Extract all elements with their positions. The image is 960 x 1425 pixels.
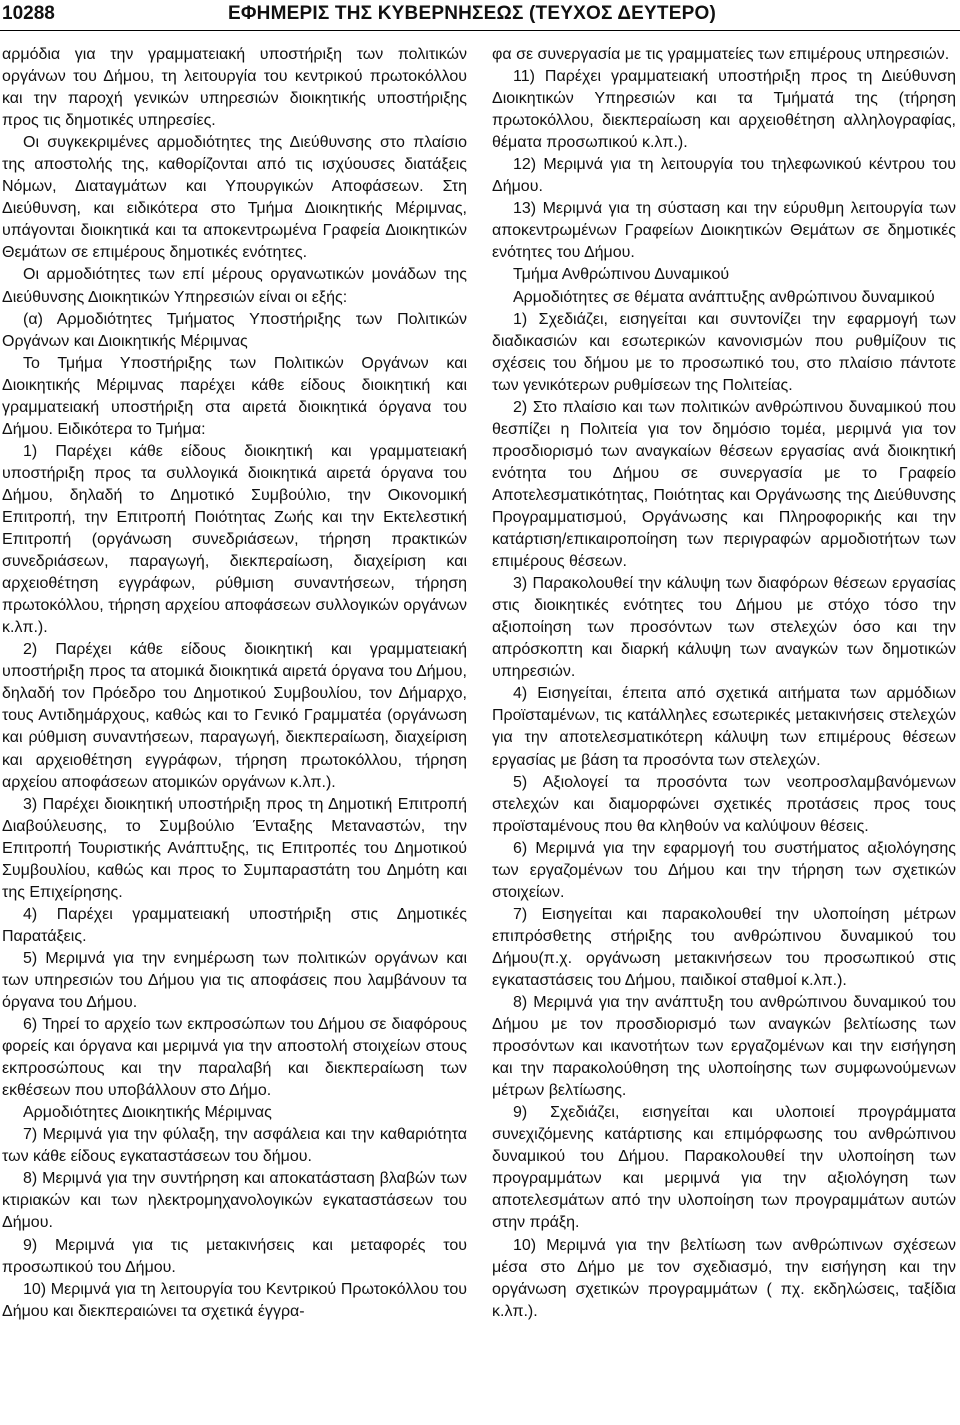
list-item: 6) Μεριμνά για την εφαρμογή του συστήματος αξιολόγησης των εργαζομένων του Δήμου και την τήρηση των σχετικών στοιχείων.	[492, 839, 956, 901]
section-heading: Αρμοδιότητες Διοικητικής Μέριμνας	[23, 1104, 272, 1122]
list-item: 9) Μεριμνά για τις μετακινήσεις και μεταφορές του προσωπικού του Δήμου.	[2, 1236, 467, 1276]
list-item: 7) Μεριμνά για την φύλαξη, την ασφάλεια και την καθαριότητα των κάθε είδους εγκαταστάσεων του δήμου.	[2, 1126, 467, 1166]
paragraph: αρμόδια για την γραμματειακή υποστήριξη των πολιτικών οργάνων του Δήμου, τη λειτουργία του κεντρικού πρωτοκόλλου και την παροχή γενικών υπηρεσιών διοικητικής υποστήριξης προς τις δημοτικές υπηρεσίες.	[2, 46, 467, 130]
list-item: 12) Μεριμνά για τη λειτουργία του τηλεφωνικού κέντρου του Δήμου.	[492, 156, 956, 196]
right-column	[492, 44, 956, 1323]
list-item: 9) Σχεδιάζει, εισηγείται και υλοποιεί προγράμματα συνεχιζόμενης κατάρτισης και επιμόρφωσης του ανθρώπινου δυναμικού του Δήμου. Παρακολουθεί την υλοποίηση των προγραμμάτων και μεριμνά για την αξιολόγηση των αποτελεσμάτων από την υλοποίηση των προγραμμάτων αυτών στην πράξη.	[492, 1104, 956, 1232]
list-item: 10) Μεριμνά για την βελτίωση των ανθρώπινων σχέσεων μέσα στο Δήμο με τον σχεδιασμό, την εισήγηση και την οργάνωση σχετικών προγραμμάτων ( πχ. εκδηλώσεις, ταξίδια κ.λπ.).	[492, 1236, 956, 1320]
header-divider	[0, 30, 960, 31]
list-item: 1) Σχεδιάζει, εισηγείται και συντονίζει την εφαρμογή των διαδικασιών και εσωτερικών κανονισμών που ρυθμίζουν τις σχέσεις του δήμου με το προσωπικό του, στο πλαίσιο πάντοτε των γενικότερων ρυθμίσεων της Πολιτείας.	[492, 310, 956, 394]
list-item: 3) Παρακολουθεί την κάλυψη των διαφόρων θέσεων εργασίας στις διοικητικές ενότητες του Δήμου με στόχο τόσο την αξιοποίηση των προσόντων των στελεχών όσο και την απρόσκοπτη και διαρκή κάλυψη των αναγκών των δημοτικών υπηρεσιών.	[492, 575, 956, 681]
paragraph: Οι αρμοδιότητες των επί μέρους οργανωτικών μονάδων της Διεύθυνσης Διοικητικών Υπηρεσιών είναι οι εξής:	[2, 266, 467, 306]
list-item: 1) Παρέχει κάθε είδους διοικητική και γραμματειακή υποστήριξη προς τα συλλογικά διοικητικά αιρετά όργανα του Δήμου, δηλαδή το Δημοτικό Συμβούλιο, την Οικονομική Επιτροπή, την Επιτροπή Ποιότητας Ζωής και την Εκτελεστική Επιτροπή (οργάνωση συνεδριάσεων, τήρηση πρακτικών συνεδριάσεων, παραγωγή, διεκπεραίωση, διαχείριση και αρχειοθέτηση εγγράφων, ρύθμιση συναντήσεων, τήρηση πρωτοκόλλου, τήρηση αρχείου αποφάσεων συλλογικών οργάνων κ.λπ.).	[2, 442, 467, 637]
page-header	[0, 0, 960, 34]
list-item: 3) Παρέχει διοικητική υποστήριξη προς τη Δημοτική Επιτροπή Διαβούλευσης, το Συμβούλιο Ένταξης Μεταναστών, την Επιτροπή Τουριστικής Ανάπτυξης, τις Επιτροπές του Δημοτικού Συμβουλίου, καθώς και προς το Συμπαραστάτη του Δημότη και της Επιχείρησης.	[2, 795, 467, 901]
list-item: 8) Μεριμνά για την ανάπτυξη του ανθρώπινου δυναμικού του Δήμου με τον προσδιορισμό των αναγκών βελτίωσης των προσόντων και ικανοτήτων των εργαζομένων και την εισήγηση και την παρακολούθηση της υλοποίησης των συμφωνούμενων μέτρων βελτίωσης.	[492, 994, 956, 1100]
list-item: 11) Παρέχει γραμματειακή υποστήριξη προς τη Διεύθυνση Διοικητικών Υπηρεσιών και τα Τμήματά της (τήρηση πρωτοκόλλου, διεκπεραίωση και αρχειοθέτηση αλληλογραφίας, θέματα προσωπικού κ.λπ.).	[492, 68, 956, 152]
list-item: 6) Τηρεί το αρχείο των εκπροσώπων του Δήμου σε διαφόρους φορείς και όργανα και μεριμνά για την αποστολή στοιχείων στους εκπροσώπους και την παραλαβή και διεκπεραίωση των εκθέσεων που υποβάλλουν στο Δήμο.	[2, 1016, 467, 1100]
list-item: 7) Εισηγείται και παρακολουθεί την υλοποίηση μέτρων επιπρόσθετης στήριξης του ανθρώπινου δυναμικού του Δήμου(π.χ. οργάνωση μετακινήσεων του προσωπικού στις εγκαταστάσεις του Δήμου, παιδικοί σταθμοί κ.λπ.).	[492, 905, 956, 989]
left-column	[2, 44, 467, 1323]
list-item: 2) Παρέχει κάθε είδους διοικητική και γραμματειακή υποστήριξη προς τα ατομικά διοικητικά αιρετά όργανα του Δήμου, δηλαδή τον Πρόεδρο του Δημοτικού Συμβουλίου, τον Δήμαρχο, τους Αντιδημάρχους, καθώς και το Γενικό Γραμματέα (οργάνωση και ρύθμιση συναντήσεων, παραγωγή, διεκπεραίωση, διαχείριση και αρχειοθέτηση εγγράφων, τήρηση πρωτοκόλλου, τήρηση αρχείου αποφάσεων ατομικών οργάνων κ.λπ.).	[2, 641, 467, 791]
page-number: 10288	[2, 3, 55, 24]
list-item: 2) Στο πλαίσιο και των πολιτικών ανθρώπινου δυναμικού που θεσπίζει η Πολιτεία για τον δημόσιο τομέα, μεριμνά για τον προσδιορισμό των αναγκαίων θέσεων εργασίας ανά διοικητική ενότητα του Δήμου σε συνεργασία με το Γραφείο Αποτελεσματικότητας, Ποιότητας και Οργάνωσης της Διεύθυνσης Προγραμματισμού, Οργάνωσης και Πληροφορικής και την κατάρτιση/επικαιροποίηση των περιγραφών αρμοδιοτήτων των επιμέρους θέσεων.	[492, 398, 956, 571]
section-heading: Τμήμα Ανθρώπινου Δυναμικού	[513, 266, 730, 284]
list-item: 10) Μεριμνά για τη λειτουργία του Κεντρικού Πρωτοκόλλου του Δήμου και διεκπεραιώνει τα σχετικά έγγρα-	[2, 1280, 467, 1320]
list-item: 4) Παρέχει γραμματειακή υποστήριξη στις Δημοτικές Παρατάξεις.	[2, 905, 467, 945]
paragraph: φα σε συνεργασία με τις γραμματείες των επιμέρους υπηρεσιών.	[492, 46, 950, 63]
list-item: 8) Μεριμνά για την συντήρηση και αποκατάσταση βλαβών των κτιριακών και των ηλεκτρομηχανολογικών εγκαταστάσεων του Δήμου.	[2, 1170, 467, 1232]
section-heading: (α) Αρμοδιότητες Τμήματος Υποστήριξης των Πολιτικών Οργάνων και Διοικητικής Μέριμνας	[2, 310, 467, 350]
list-item: 5) Αξιολογεί τα προσόντα των νεοπροσλαμβανόμενων στελεχών και διαμορφώνει σχετικές προτάσεις προς τους προϊσταμένους που θα κληθούν να καλύψουν θέσεις.	[492, 773, 956, 835]
list-item: 5) Μεριμνά για την ενημέρωση των πολιτικών οργάνων και των υπηρεσιών του Δήμου για τις αποφάσεις που λαμβάνουν τα όργανα του Δήμου.	[2, 949, 467, 1012]
list-item: 13) Μεριμνά για τη σύσταση και την εύρυθμη λειτουργία των αποκεντρωμένων Γραφείων Διοικητικών Θεμάτων σε δημοτικές ενότητες του Δήμου.	[492, 200, 956, 262]
list-item: 4) Εισηγείται, έπειτα από σχετικά αιτήματα των αρμόδιων Προϊσταμένων, τις κατάλληλες εσωτερικές μετακινήσεις στελεχών για την αποτελεσματικότερη κάλυψη των επιμέρους θέσεων εργασίας με βάση τα προσόντα των στελεχών.	[492, 685, 956, 769]
section-heading: Αρμοδιότητες σε θέματα ανάπτυξης ανθρώπινου δυναμικού	[513, 288, 935, 306]
paragraph: Το Τμήμα Υποστήριξης των Πολιτικών Οργάνων και Διοικητικής Μέριμνας παρέχει κάθε είδους διοικητική και γραμματειακή υποστήριξη στα αιρετά διοικητικά όργανα του Δήμου. Ειδικότερα το Τμήμα:	[2, 354, 467, 438]
gazette-title: ΕΦΗΜΕΡΙΣ ΤΗΣ ΚΥΒΕΡΝΗΣΕΩΣ (ΤΕΥΧΟΣ ΔΕΥΤΕΡΟ)	[228, 3, 716, 24]
paragraph: Οι συγκεκριμένες αρμοδιότητες της Διεύθυνσης στο πλαίσιο της αποστολής της, καθορίζονται από τις ισχύουσες διατάξεις Νόμων, Διαταγμάτων και Υπουργικών Αποφάσεων. Στη Διεύθυνση, και ειδικότερα στο Τμήμα Διοικητικής Μέριμνας, υπάγονται διοικητικά και τα αποκεντρωμένα Γραφεία Διοικητικών Θεμάτων σε επιμέρους δημοτικές ενότητες.	[2, 134, 467, 262]
